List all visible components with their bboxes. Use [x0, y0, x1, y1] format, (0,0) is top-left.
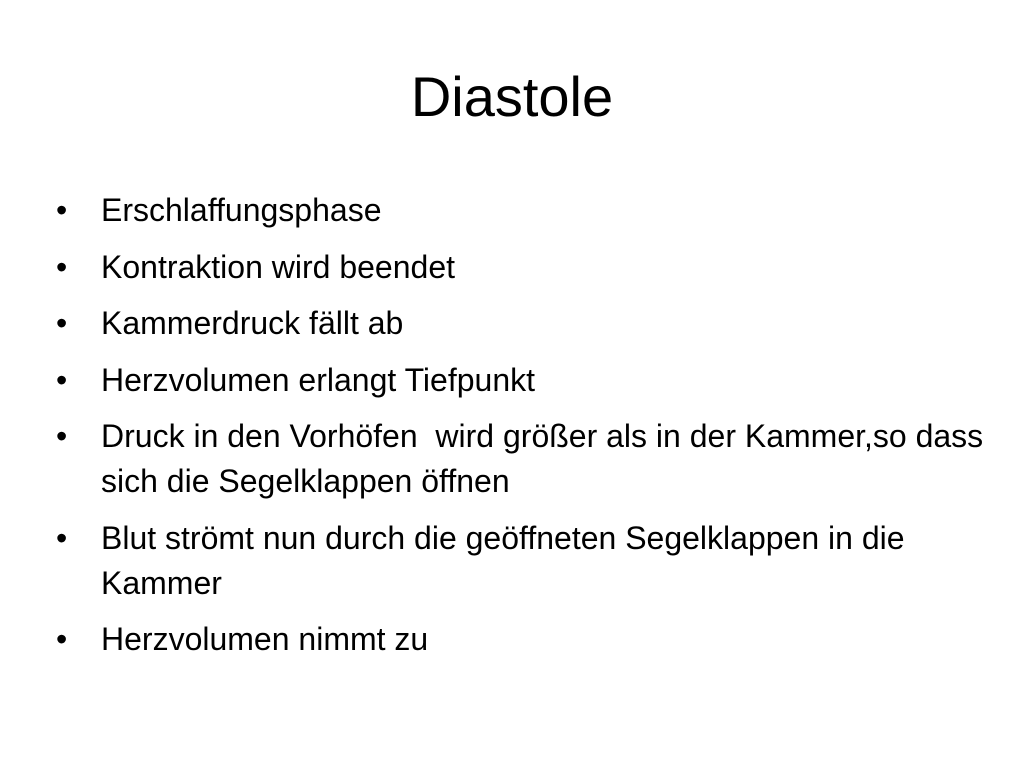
bullet-marker: •: [56, 361, 68, 398]
list-item: [56, 617, 986, 662]
bullet-text: Kammerdruck fällt ab: [101, 305, 404, 341]
bullet-list: [56, 188, 993, 674]
bullet-text: Blut strömt nun durch die geöffneten Segelklappen in die Kammer: [101, 519, 914, 601]
list-item: [56, 301, 986, 346]
bullet-text: Herzvolumen nimmt zu: [101, 621, 429, 657]
bullet-marker: •: [56, 418, 68, 454]
bullet-text: Druck in den Vorhöfen wird größer als in der Kammer,so dass sich die Segelklappen öffnen: [101, 418, 993, 499]
list-item: [56, 414, 993, 504]
list-item: [56, 245, 986, 290]
bullet-marker: •: [56, 248, 68, 285]
bullet-marker: •: [56, 519, 68, 556]
list-item: [56, 516, 986, 606]
bullet-marker: •: [56, 621, 68, 657]
list-item: [56, 358, 986, 403]
bullet-text: Kontraktion wird beendet: [101, 248, 455, 285]
slide-title: Diastole: [410, 65, 614, 128]
bullet-marker: •: [56, 192, 68, 228]
list-item: [56, 188, 986, 233]
bullet-text: Herzvolumen erlangt Tiefpunkt: [101, 361, 535, 398]
bullet-marker: •: [56, 305, 68, 341]
bullet-text: Erschlaffungsphase: [101, 192, 382, 228]
